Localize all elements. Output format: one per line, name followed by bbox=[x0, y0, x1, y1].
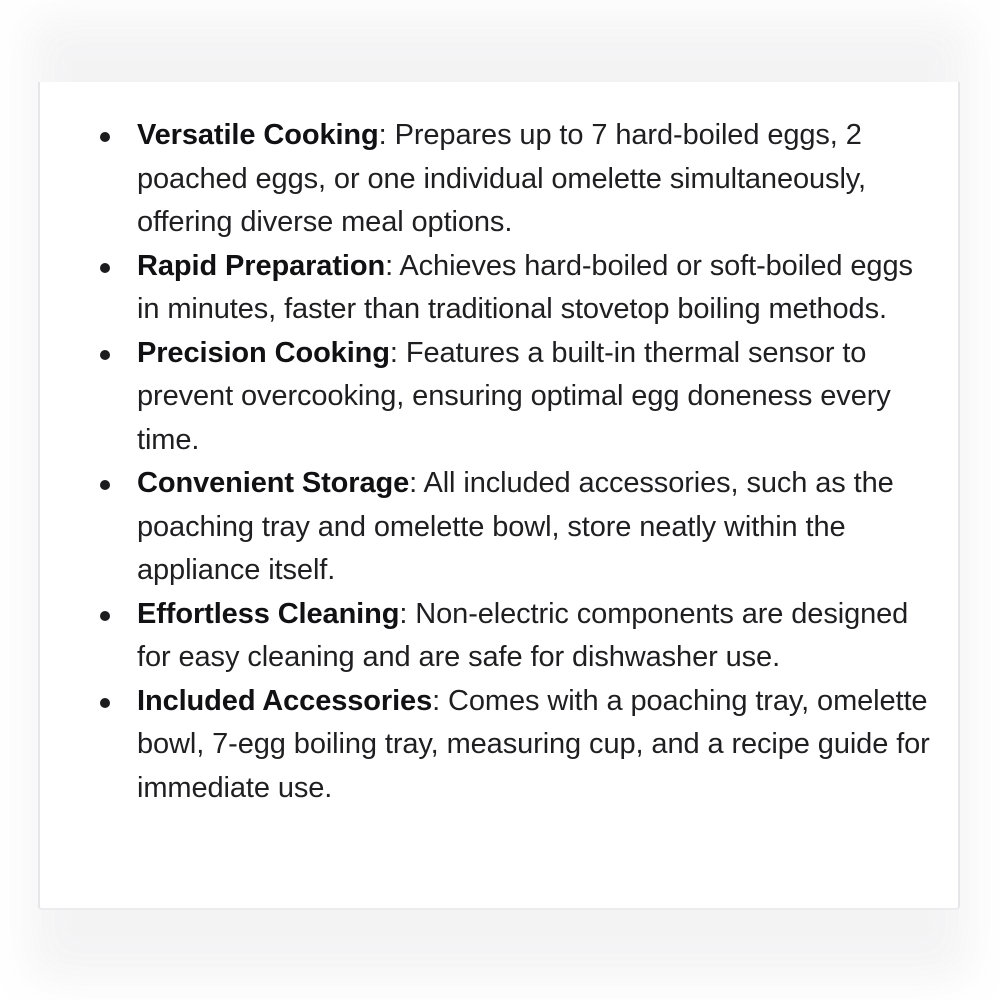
bullet-icon bbox=[100, 132, 110, 142]
list-item bbox=[82, 114, 942, 245]
feature-description: Achieves hard-boiled or soft-boiled eggs in minutes, faster than traditional stovetop boiling methods. bbox=[137, 249, 913, 325]
feature-term: Precision Cooking bbox=[137, 336, 390, 369]
list-item bbox=[82, 593, 942, 680]
feature-list bbox=[40, 82, 958, 810]
feature-term: Effortless Cleaning bbox=[137, 597, 400, 630]
feature-term: Convenient Storage bbox=[137, 467, 410, 499]
feature-term: Versatile Cooking bbox=[137, 119, 379, 151]
feature-description: Non-electric components are designed for easy cleaning and are safe for dishwasher use. bbox=[137, 597, 909, 673]
feature-description: All included accessories, such as the poaching tray and omelette bowl, store neatly within the appliance itself. bbox=[137, 467, 894, 586]
bullet-icon bbox=[100, 480, 110, 490]
product-features-card bbox=[38, 82, 960, 910]
feature-description: Features a built-in thermal sensor to prevent overcooking, ensuring optimal egg doneness every time. bbox=[137, 336, 891, 456]
list-item bbox=[82, 332, 942, 463]
bullet-icon bbox=[100, 698, 110, 708]
bullet-icon bbox=[100, 263, 110, 273]
list-item bbox=[82, 462, 942, 593]
feature-description: Prepares up to 7 hard-boiled eggs, 2 poached eggs, or one individual omelette simultaneously, offering diverse meal options. bbox=[137, 119, 866, 238]
bullet-icon bbox=[100, 350, 110, 360]
feature-separator: : bbox=[385, 249, 400, 282]
list-item bbox=[82, 245, 942, 332]
feature-term: Included Accessories bbox=[137, 684, 433, 717]
feature-separator: : bbox=[389, 336, 406, 369]
feature-separator: : bbox=[432, 684, 449, 717]
feature-separator: : bbox=[378, 119, 395, 151]
feature-term: Rapid Preparation bbox=[137, 249, 386, 282]
feature-separator: : bbox=[399, 597, 416, 630]
feature-separator: : bbox=[409, 467, 424, 499]
feature-description: Comes with a poaching tray, omelette bowl, 7-egg boiling tray, measuring cup, and a recipe guide for immediate use. bbox=[137, 684, 930, 804]
list-item bbox=[82, 680, 942, 811]
bullet-icon bbox=[100, 611, 110, 621]
